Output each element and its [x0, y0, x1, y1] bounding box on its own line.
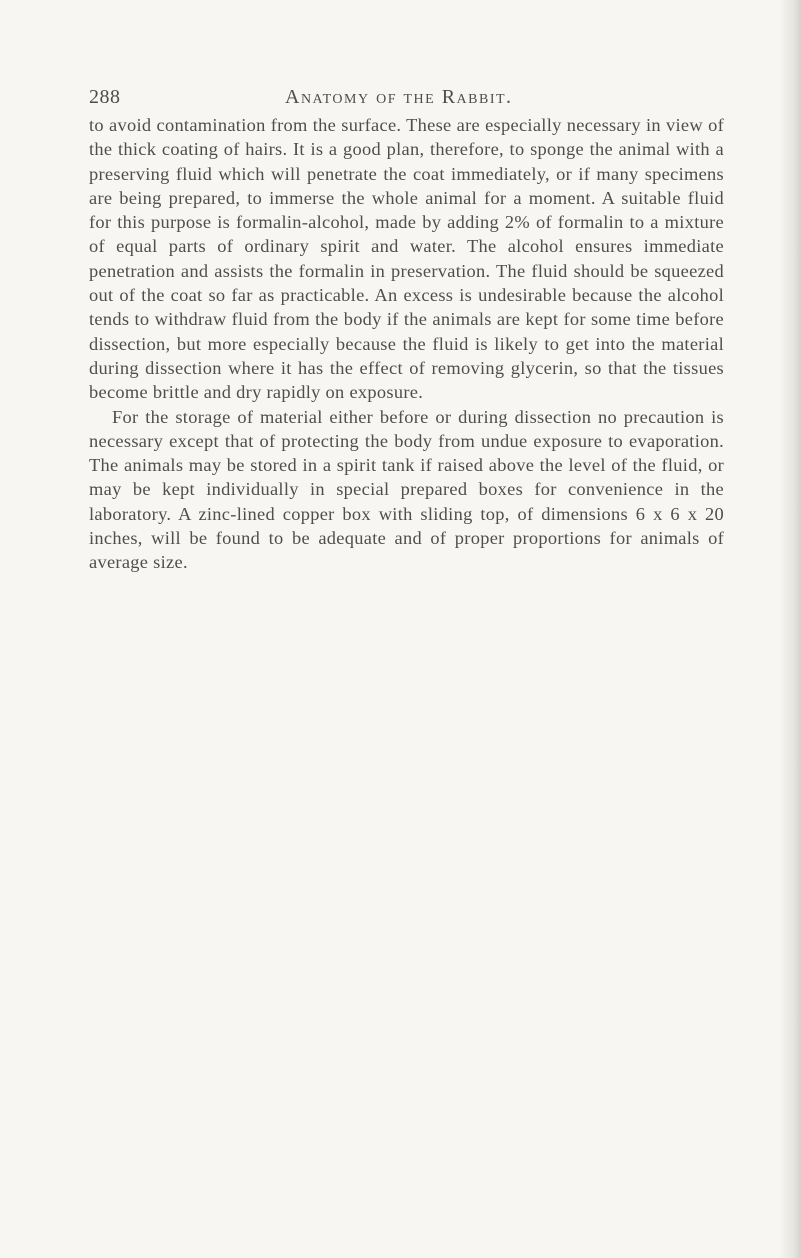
running-head [89, 86, 729, 116]
paragraph-1: to avoid contamination from the surface. These are especially necessary in view of the thick coating of hairs. It is a good plan, therefore, to sponge the animal with a preserving fluid which will penetrate the coat immediately, or if many specimens are being prepared, to immerse the whole animal for a moment. A suitable fluid for this purpose is formalin-alcohol, made by adding 2% of formalin to a mixture of equal parts of ordinary spirit and water. The alcohol ensures immediate penetration and assists the formalin in preservation. The fluid should be squeezed out of the coat so far as practicable. An excess is undesirable because the alcohol tends to withdraw fluid from the body if the animals are kept for some time before dissection, but more especially because the fluid is likely to get into the material during dissection where it has the effect of removing glycerin, so that the tissues become brittle and dry rapidly on exposure. [89, 115, 724, 403]
body-text [89, 113, 724, 575]
running-title: Anatomy of the Rabbit. [285, 86, 513, 108]
paragraph-2: For the storage of material either before or during dissection no precaution is necessary except that of protecting the body from undue exposure to evaporation. The animals may be stored in a spirit tank if raised above the level of the fluid, or may be kept individually in special prepared boxes for convenience in the laboratory. A zinc-lined copper box with sliding top, of dimensions 6 x 6 x 20 inches, will be found to be adequate and of proper proportions for animals of average size. [89, 406, 724, 573]
page-number: 288 [89, 86, 121, 108]
page-edge-shadow [779, 0, 801, 1258]
